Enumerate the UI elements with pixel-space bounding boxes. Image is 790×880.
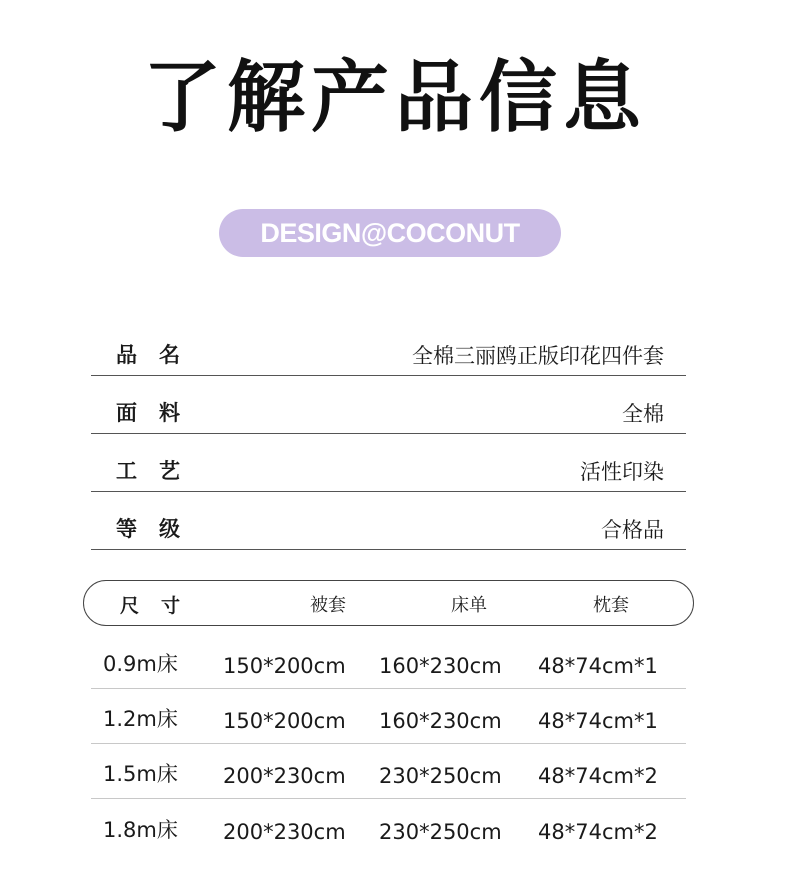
cell-pillowcase: 48*74cm*1 <box>538 654 658 678</box>
header-size: 尺寸 <box>120 595 203 617</box>
cell-bed-sheet: 160*230cm <box>379 654 502 678</box>
info-label: 面料 <box>116 401 202 425</box>
cell-duvet-cover: 150*200cm <box>223 654 346 678</box>
cell-pillowcase: 48*74cm*1 <box>538 709 658 733</box>
info-label: 品名 <box>116 343 202 367</box>
cell-bed-sheet: 230*250cm <box>379 820 502 844</box>
table-row <box>91 634 686 689</box>
brand-tag: DESIGN@COCONUT <box>219 209 561 257</box>
info-value: 全棉 <box>622 402 664 426</box>
size-table <box>91 634 686 854</box>
cell-duvet-cover: 200*230cm <box>223 820 346 844</box>
page-title: 了解产品信息 <box>142 53 647 143</box>
cell-bed-sheet: 160*230cm <box>379 709 502 733</box>
cell-bed-sheet: 230*250cm <box>379 764 502 788</box>
header-duvet-cover: 被套 <box>310 595 346 616</box>
table-row <box>91 689 686 744</box>
size-table-header <box>83 580 694 626</box>
table-row <box>91 799 686 854</box>
header-pillowcase: 枕套 <box>593 595 629 616</box>
cell-size: 1.2m床 <box>103 707 178 731</box>
cell-duvet-cover: 200*230cm <box>223 764 346 788</box>
info-label: 工艺 <box>116 459 202 483</box>
info-row-craft <box>91 434 686 492</box>
product-info-table <box>91 318 686 550</box>
cell-size: 0.9m床 <box>103 652 178 676</box>
info-row-grade <box>91 492 686 550</box>
cell-pillowcase: 48*74cm*2 <box>538 820 658 844</box>
header-bed-sheet: 床单 <box>451 595 487 616</box>
info-row-fabric <box>91 376 686 434</box>
cell-pillowcase: 48*74cm*2 <box>538 764 658 788</box>
table-row <box>91 744 686 799</box>
info-value: 全棉三丽鸥正版印花四件套 <box>412 344 664 368</box>
info-row-name <box>91 318 686 376</box>
info-value: 活性印染 <box>580 460 664 484</box>
cell-size: 1.8m床 <box>103 818 178 842</box>
cell-size: 1.5m床 <box>103 762 178 786</box>
cell-duvet-cover: 150*200cm <box>223 709 346 733</box>
info-value: 合格品 <box>601 518 664 542</box>
info-label: 等级 <box>116 517 202 541</box>
